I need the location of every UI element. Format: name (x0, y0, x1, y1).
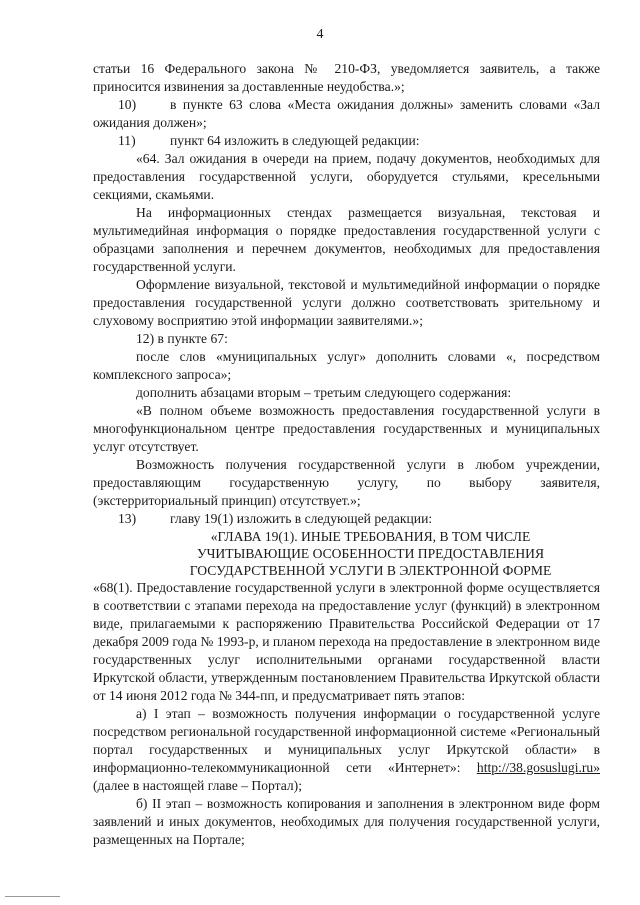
item-number: 10) (118, 97, 137, 112)
paragraph: дополнить абзацами вторым – третьим следующего содержания: (136, 385, 512, 400)
footer-rule (5, 896, 60, 897)
paragraph: «64. Зал ожидания в очереди на прием, подачу документов, необходимых для предоставления государственной услуги, оборудуется стульями, кресельными секциями, скамьями. (93, 151, 600, 202)
paragraph: На информационных стендах размещается визуальная, текстовая и мультимедийная информация о порядке предоставления государственной услуги с образцами заполнения и перечнем документов, необходимых для предоставления государственной услуги. (93, 205, 600, 274)
item-text: пункт 64 изложить в следующей редакции: (170, 133, 420, 148)
chapter-heading-line: «ГЛАВА 19(1). ИНЫЕ ТРЕБОВАНИЯ, В ТОМ ЧИСЛЕ (210, 529, 531, 544)
page-number: 4 (316, 27, 324, 42)
item-text: главу 19(1) изложить в следующей редакции: (170, 511, 433, 526)
list-item-11 (93, 132, 600, 150)
paragraph-text: (далее в настоящей главе – Портал); (93, 778, 302, 793)
document-body (93, 60, 600, 849)
portal-link[interactable]: http://38.gosuslugi.ru» (476, 760, 600, 775)
paragraph: «68(1). Предоставление государственной услуги в электронной форме осуществляется в соответствии с этапами перехода на предоставление услуг (функций) в электронном виде, прилагаемыми к распоряжению Правительства Российской Федерации от 17 декабря 2009 года № 1993-р, и планом перехода на предоставление в электронном виде государственных услуг исполнительными органами государственной власти Иркутской области, утвержденным постановлением Правительства Иркутской области от 14 июня 2012 года № 344-пп, и предусматривает пять этапов: (93, 580, 600, 703)
paragraph-stage-1 (93, 705, 600, 795)
paragraph-stage-2: б) II этап – возможность копирования и заполнения в электронном виде форм заявлений и иных документов, необходимых для получения государственной услуги, размещенных на Портале; (93, 796, 600, 847)
paragraph: статьи 16 Федерального закона № 210-ФЗ, уведомляется заявитель, а также приносится извинения за доставленные неудобства.»; (93, 61, 600, 94)
chapter-heading (93, 528, 600, 579)
paragraph-text: а) I этап – возможность получения информации о государственной услуге посредством региональной государственной информационной системе «Региональный портал государственных и муниципальных услуг Иркутской области» в информационно-телекоммуникационной сети «Интернет»: (93, 706, 600, 775)
chapter-heading-line: УЧИТЫВАЮЩИЕ ОСОБЕННОСТИ ПРЕДОСТАВЛЕНИЯ (196, 546, 545, 561)
chapter-heading-line: ГОСУДАРСТВЕННОЙ УСЛУГИ В ЭЛЕКТРОННОЙ ФОРМЕ (189, 563, 552, 578)
item-number: 11) (118, 133, 136, 148)
list-item-10 (93, 96, 600, 132)
item-number: 13) (118, 511, 137, 526)
list-item-12: 12) в пункте 67: (136, 331, 228, 346)
item-text: в пункте 63 слова «Места ожидания должны» заменить словами «Зал ожидания должен»; (93, 97, 600, 130)
paragraph: Оформление визуальной, текстовой и мультимедийной информации о порядке предоставления государственной услуги должно соответствовать зрительному и слуховому восприятию этой информации заявителями.»; (93, 277, 600, 328)
paragraph: Возможность получения государственной услуги в любом учреждении, предоставляющим государственную услугу, по выбору заявителя, (экстерриториальный принцип) отсутствует.»; (93, 457, 600, 508)
paragraph: «В полном объеме возможность предоставления государственной услуги в многофункциональном центре предоставления государственных и муниципальных услуг отсутствует. (93, 403, 600, 454)
list-item-13 (93, 510, 600, 528)
paragraph: после слов «муниципальных услуг» дополнить словами «, посредством комплексного запроса»; (93, 349, 600, 382)
